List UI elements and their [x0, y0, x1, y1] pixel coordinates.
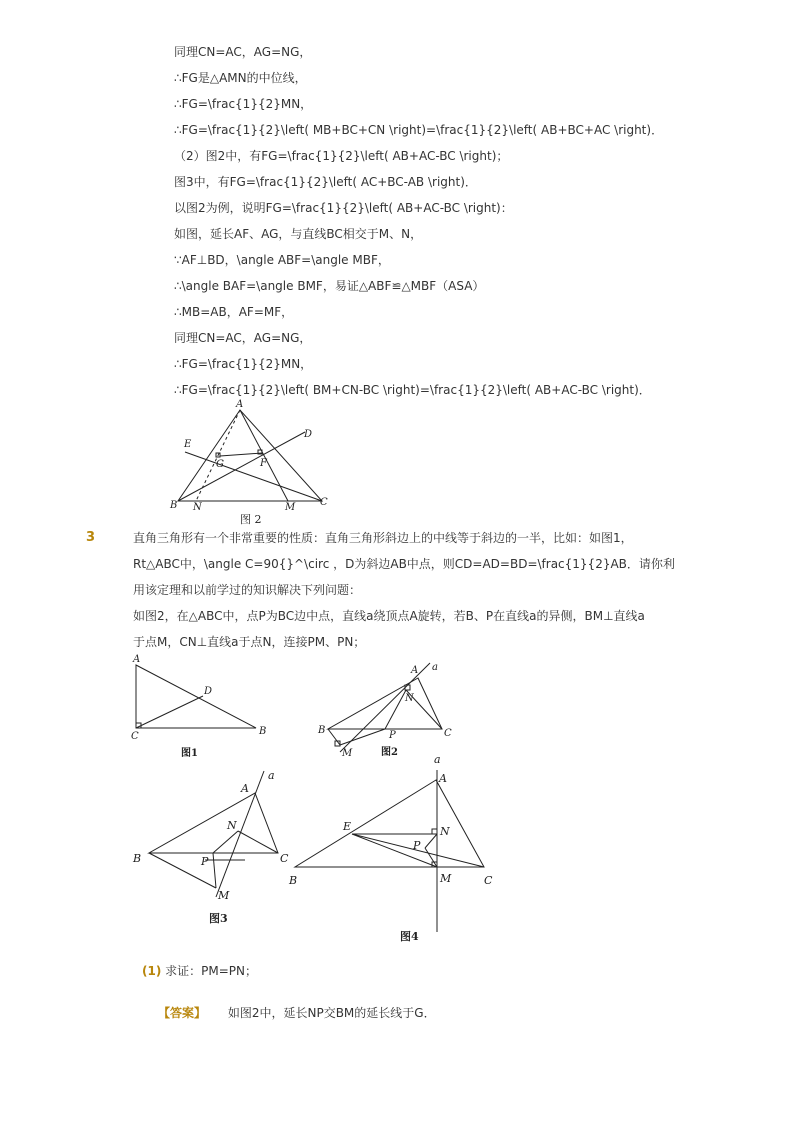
fig2-line-bm — [328, 729, 340, 745]
fig1-label-b: B — [259, 726, 267, 737]
fig4 — [295, 770, 484, 932]
question-line-3: 用该定理和以前学过的知识解决下列问题： — [133, 583, 362, 597]
question-line-2: Rt△ABC中，\angle C=90{}^\circ ，D为斜边AB中点，则CD=AD=BD=\frac{1}{2}AB．请你利 — [133, 557, 675, 571]
fig2 — [328, 663, 442, 752]
top-caption: 图 2 — [240, 513, 262, 526]
answer — [158, 1004, 436, 1021]
fig2-line-pm — [340, 729, 385, 745]
fig3-label-a-line: a — [268, 769, 275, 782]
fig3-label-b: B — [133, 852, 142, 865]
top-triangle-abc — [178, 410, 322, 501]
fig3-label-p: P — [201, 855, 209, 868]
solution-line-6: 图3中，有FG=\frac{1}{2}\left( AC+BC-AB \right)． — [174, 175, 477, 189]
question-line-1: 直角三角形有一个非常重要的性质：直角三角形斜边上的中线等于斜边的一半，比如：如图1， — [133, 531, 633, 545]
top-line-bd — [178, 432, 305, 501]
solution-line-12: 同理CN=AC，AG=NG， — [174, 331, 312, 345]
fig4-label-n: N — [440, 825, 450, 838]
fig3-caption: 图3 — [209, 912, 228, 925]
top-label-a: A — [236, 399, 244, 410]
fig3 — [149, 771, 278, 897]
solution-line-9: ∵AF⊥BD，\angle ABF=\angle MBF， — [174, 253, 390, 267]
subquestion — [142, 962, 257, 979]
solution-line-2: ∴FG是△AMN的中位线， — [174, 71, 307, 85]
top-label-e: E — [184, 439, 192, 450]
fig3-triangle — [149, 793, 278, 853]
fig2-label-n: N — [405, 693, 414, 704]
top-label-f: F — [260, 458, 267, 469]
fig3-label-m: M — [218, 889, 230, 902]
fig2-label-p: P — [389, 730, 396, 741]
answer-tag: 【答案】 — [158, 1006, 207, 1020]
fig2-caption: 图2 — [381, 747, 398, 758]
fig3-label-c: C — [280, 852, 289, 865]
fig1-label-a: A — [133, 654, 141, 665]
fig4-label-c: C — [484, 874, 493, 887]
fig4-label-a: A — [439, 772, 447, 785]
top-figure — [178, 410, 322, 501]
top-label-b: B — [170, 500, 178, 511]
solution-line-13: ∴FG=\frac{1}{2}MN， — [174, 357, 313, 371]
fig2-label-m: M — [342, 748, 353, 759]
fig4-label-p: P — [413, 839, 421, 852]
fig4-right-angle-n — [432, 829, 437, 834]
top-label-d: D — [304, 429, 313, 440]
fig1 — [136, 665, 256, 728]
question-line-4: 如图2，在△ABC中，点P为BC边中点，直线a绕顶点A旋转，若B、P在直线a的异侧，BM⊥直线a — [133, 609, 645, 623]
solution-line-14: ∴FG=\frac{1}{2}\left( BM+CN-BC \right)=\frac{1}{2}\left( AB+AC-BC \right)． — [174, 383, 651, 397]
fig2-triangle — [328, 678, 442, 729]
solution-line-10: ∴\angle BAF=\angle BMF，易证△ABF≌△MBF（ASA） — [174, 279, 485, 293]
fig4-line-em — [352, 834, 437, 867]
fig2-label-c: C — [444, 728, 452, 739]
fig2-label-a: A — [411, 665, 419, 676]
fig3-line-pm — [213, 853, 216, 888]
fig1-label-d: D — [204, 686, 213, 697]
fig2-line-a — [340, 663, 430, 752]
fig4-label-a-line: a — [434, 753, 441, 766]
top-label-m: M — [285, 502, 296, 513]
subquestion-number: (1) — [142, 964, 162, 978]
top-line-ec — [185, 452, 322, 501]
fig2-label-b: B — [318, 725, 326, 736]
fig2-label-a-line: a — [432, 662, 438, 673]
fig1-caption: 图1 — [181, 748, 198, 759]
answer-text: 如图2中，延长NP交BM的延长线于G． — [227, 1006, 436, 1020]
fig4-label-m: M — [440, 872, 452, 885]
solution-line-3: ∴FG=\frac{1}{2}MN， — [174, 97, 313, 111]
solution-line-5: （2）图2中，有FG=\frac{1}{2}\left( AB+AC-BC \right)； — [174, 149, 509, 163]
top-label-g: G — [216, 459, 224, 470]
top-label-c: C — [320, 497, 328, 508]
solution-line-7: 以图2为例，说明FG=\frac{1}{2}\left( AB+AC-BC \right)： — [174, 201, 513, 215]
fig4-triangle — [295, 780, 484, 867]
fig1-line-cd — [136, 696, 203, 728]
solution-line-1: 同理CN=AC，AG=NG， — [174, 45, 312, 59]
solution-line-11: ∴MB=AB，AF=MF， — [174, 305, 294, 319]
fig2-line-pn — [385, 690, 406, 729]
solution-line-4: ∴FG=\frac{1}{2}\left( MB+BC+CN \right)=\frac{1}{2}\left( AB+BC+AC \right)． — [174, 123, 664, 137]
subquestion-text: 求证：PM=PN； — [165, 964, 258, 978]
fig3-label-a: A — [241, 782, 249, 795]
fig3-line-cn — [238, 831, 278, 853]
solution-line-8: 如图，延长AF、AG，与直线BC相交于M、N， — [174, 227, 423, 241]
fig3-line-a — [216, 771, 264, 897]
fig3-label-n: N — [227, 819, 237, 832]
question-number: 3 — [86, 530, 96, 545]
top-line-gf — [220, 453, 262, 456]
question-line-5: 于点M，CN⊥直线a于点N，连接PM、PN； — [133, 635, 366, 649]
fig4-line-pn — [425, 834, 437, 848]
fig4-label-b: B — [289, 874, 298, 887]
fig4-caption: 图4 — [400, 930, 419, 943]
top-label-n: N — [193, 502, 202, 513]
fig1-label-c: C — [131, 731, 139, 742]
fig4-label-e: E — [343, 820, 352, 833]
fig1-triangle — [136, 665, 256, 728]
